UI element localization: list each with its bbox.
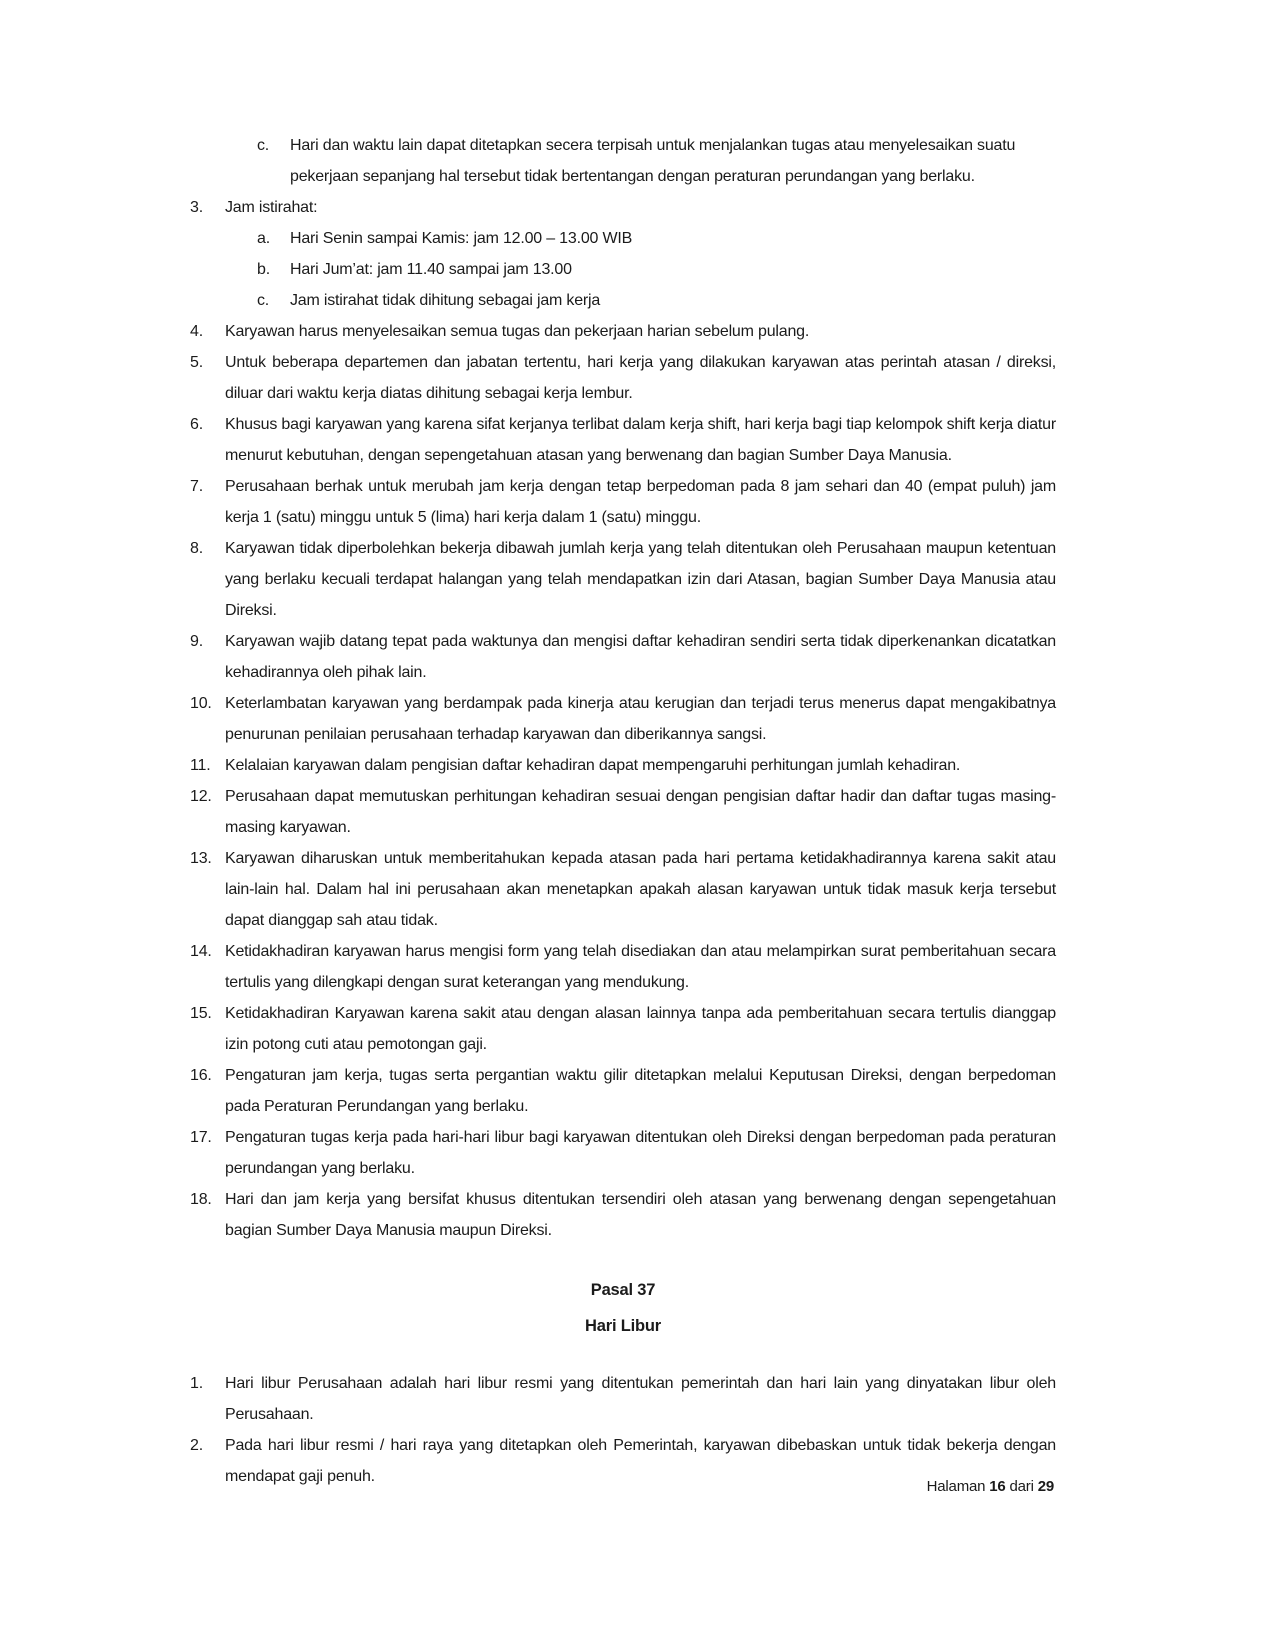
numbered-list-item — [190, 843, 1056, 936]
list-item-text: Karyawan wajib datang tepat pada waktunya dan mengisi daftar kehadiran sendiri serta tidak diperkenankan dicatatkan kehadirannya oleh pihak lain. — [225, 633, 1056, 681]
list-marker: 14. — [190, 943, 212, 960]
numbered-list-item — [190, 626, 1056, 688]
list-marker: 17. — [190, 1129, 212, 1146]
numbered-list-item — [190, 409, 1056, 471]
list-marker: 6. — [190, 416, 203, 433]
numbered-list-item — [190, 750, 1056, 781]
list-marker: c. — [257, 292, 270, 309]
numbered-list-item — [190, 1184, 1056, 1246]
numbered-list-item — [190, 533, 1056, 626]
numbered-list-item — [190, 781, 1056, 843]
list-item-text: Pengaturan jam kerja, tugas serta pergantian waktu gilir ditetapkan melalui Keputusan Direksi, dengan berpedoman pada Peraturan Perundangan yang berlaku. — [225, 1067, 1056, 1115]
list-item-text: Perusahaan berhak untuk merubah jam kerja dengan tetap berpedoman pada 8 jam sehari dan 40 (empat puluh) jam kerja 1 (satu) minggu untuk 5 (lima) hari kerja dalam 1 (satu) minggu. — [225, 478, 1056, 526]
section-heading: Pasal 37 — [590, 1281, 656, 1299]
list-marker: 5. — [190, 354, 203, 371]
sub-list-item — [190, 285, 1056, 316]
list-item-text: Ketidakhadiran karyawan harus mengisi form yang telah disediakan dan atau melampirkan surat pemberitahuan secara tertulis yang dilengkapi dengan surat keterangan yang mendukung. — [225, 943, 1056, 991]
list-marker: 15. — [190, 1005, 212, 1022]
numbered-list-item — [190, 192, 1056, 223]
list-item-text: Pada hari libur resmi / hari raya yang ditetapkan oleh Pemerintah, karyawan dibebaskan untuk tidak bekerja dengan mendapat gaji penuh. — [225, 1437, 1056, 1485]
document-body — [190, 130, 1056, 1492]
numbered-list-item — [190, 998, 1056, 1060]
list-marker: a. — [257, 230, 270, 247]
numbered-list-item — [190, 347, 1056, 409]
list-item-text: Hari libur Perusahaan adalah hari libur resmi yang ditentukan pemerintah dan hari lain yang dinyatakan libur oleh Perusahaan. — [225, 1375, 1056, 1423]
list-item-text: Perusahaan dapat memutuskan perhitungan kehadiran sesuai dengan pengisian daftar hadir dan daftar tugas masing-masing karyawan. — [225, 788, 1056, 836]
list-item-text: Karyawan diharuskan untuk memberitahukan kepada atasan pada hari pertama ketidakhadirannya karena sakit atau lain-lain hal. Dalam hal ini perusahaan akan menetapkan apakah alasan karyawan untuk tidak masuk kerja tersebut dapat dianggap sah atau tidak. — [225, 850, 1056, 929]
list-marker: 4. — [190, 323, 203, 340]
footer-separator: dari — [1009, 1478, 1034, 1495]
sub-list-item — [190, 130, 1056, 192]
list-marker: 13. — [190, 850, 212, 867]
footer-total-pages: 29 — [1037, 1478, 1054, 1495]
numbered-list-item — [190, 1368, 1056, 1430]
list-marker: 18. — [190, 1191, 212, 1208]
list-item-text: Jam istirahat: — [225, 199, 318, 216]
list-item-text: Khusus bagi karyawan yang karena sifat kerjanya terlibat dalam kerja shift, hari kerja bagi tiap kelompok shift kerja diatur menurut kebutuhan, dengan sepengetahuan atasan yang berwenang dan bagian Sumber Daya Manusia. — [225, 416, 1056, 464]
list-item-text: Hari Jum’at: jam 11.40 sampai jam 13.00 — [290, 261, 572, 278]
sub-list-item — [190, 223, 1056, 254]
list-marker: 3. — [190, 199, 203, 216]
list-marker: b. — [257, 261, 270, 278]
numbered-list-item — [190, 936, 1056, 998]
list-item-text: Jam istirahat tidak dihitung sebagai jam kerja — [290, 292, 601, 309]
list-marker: 9. — [190, 633, 203, 650]
list-item-text: Pengaturan tugas kerja pada hari-hari libur bagi karyawan ditentukan oleh Direksi dengan berpedoman pada peraturan perundangan yang berlaku. — [225, 1129, 1056, 1177]
list-item-text: Hari dan waktu lain dapat ditetapkan secera terpisah untuk menjalankan tugas atau menyelesaikan suatu pekerjaan sepanjang hal tersebut tidak bertentangan dengan peraturan perundangan yang berlaku. — [290, 137, 1016, 185]
list-item-text: Karyawan tidak diperbolehkan bekerja dibawah jumlah kerja yang telah ditentukan oleh Perusahaan maupun ketentuan yang berlaku kecuali terdapat halangan yang telah mendapatkan izin dari Atasan, bagian Sumber Daya Manusia atau Direksi. — [225, 540, 1056, 619]
list-item-text: Hari Senin sampai Kamis: jam 12.00 – 13.00 WIB — [290, 230, 633, 247]
list-marker: c. — [257, 137, 270, 154]
list-marker: 7. — [190, 478, 203, 495]
list-item-text: Ketidakhadiran Karyawan karena sakit atau dengan alasan lainnya tanpa ada pemberitahuan secara tertulis dianggap izin potong cuti atau pemotongan gaji. — [225, 1005, 1056, 1053]
page-footer — [927, 1477, 1054, 1497]
sub-list-item — [190, 254, 1056, 285]
numbered-list-item — [190, 316, 1056, 347]
numbered-list-item — [190, 688, 1056, 750]
numbered-list-item — [190, 1060, 1056, 1122]
numbered-list-item — [190, 1122, 1056, 1184]
footer-page-number: 16 — [989, 1478, 1006, 1495]
section-heading: Hari Libur — [585, 1317, 661, 1335]
list-item-text: Kelalaian karyawan dalam pengisian daftar kehadiran dapat mempengaruhi perhitungan jumlah kehadiran. — [225, 757, 961, 774]
list-marker: 8. — [190, 540, 203, 557]
list-marker: 16. — [190, 1067, 212, 1084]
list-marker: 1. — [190, 1375, 203, 1392]
list-item-text: Hari dan jam kerja yang bersifat khusus ditentukan tersendiri oleh atasan yang berwenang dengan sepengetahuan bagian Sumber Daya Manusia maupun Direksi. — [225, 1191, 1056, 1239]
list-marker: 2. — [190, 1437, 203, 1454]
list-item-text: Keterlambatan karyawan yang berdampak pada kinerja atau kerugian dan terjadi terus menerus dapat mengakibatnya penurunan penilaian perusahaan terhadap karyawan dan diberikannya sangsi. — [225, 695, 1056, 743]
list-item-text: Karyawan harus menyelesaikan semua tugas dan pekerjaan harian sebelum pulang. — [225, 323, 810, 340]
list-marker: 11. — [190, 757, 211, 774]
list-marker: 12. — [190, 788, 212, 805]
footer-label: Halaman — [926, 1478, 986, 1495]
list-marker: 10. — [190, 695, 212, 712]
numbered-list-item — [190, 471, 1056, 533]
list-item-text: Untuk beberapa departemen dan jabatan tertentu, hari kerja yang dilakukan karyawan atas perintah atasan / direksi, diluar dari waktu kerja diatas dihitung sebagai kerja lembur. — [225, 354, 1056, 402]
